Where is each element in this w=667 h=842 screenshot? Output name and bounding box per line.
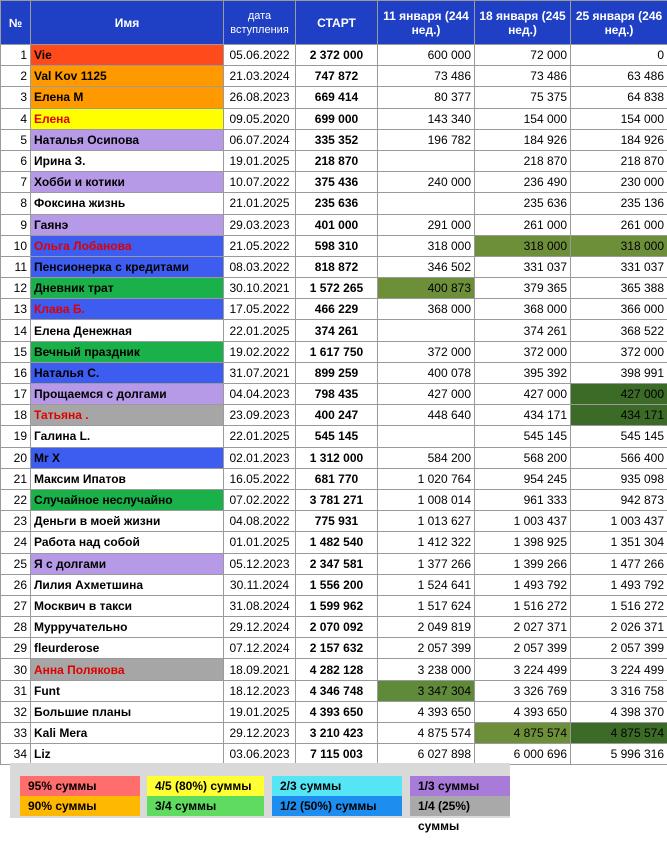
table-row: [1, 362, 667, 383]
week-1-value: 1 013 627: [378, 511, 475, 532]
week-1-value: 600 000: [378, 45, 475, 66]
table-row: [1, 129, 667, 150]
join-date: 01.01.2025: [224, 532, 296, 553]
start-amount: 775 931: [296, 511, 378, 532]
week-2-value: 73 486: [475, 66, 571, 87]
week-1-value: 80 377: [378, 87, 475, 108]
week-2-value: 1 399 266: [475, 553, 571, 574]
join-date: 21.05.2022: [224, 235, 296, 256]
row-number: 25: [1, 553, 31, 574]
legend-item: 4/5 (80%) суммы: [147, 776, 264, 796]
header-date: [224, 1, 296, 45]
week-2-value: 261 000: [475, 214, 571, 235]
week-1-value: 400 873: [378, 278, 475, 299]
join-date: 19.02.2022: [224, 341, 296, 362]
start-amount: 2 372 000: [296, 45, 378, 66]
join-date: 18.12.2023: [224, 680, 296, 701]
table-row: [1, 87, 667, 108]
week-2-value: 218 870: [475, 150, 571, 171]
start-amount: 7 115 003: [296, 744, 378, 765]
start-amount: 798 435: [296, 384, 378, 405]
participant-name: Елена М: [31, 87, 224, 108]
week-3-value: 63 486: [571, 66, 667, 87]
row-number: 23: [1, 511, 31, 532]
row-number: 19: [1, 426, 31, 447]
week-3-value: 935 098: [571, 468, 667, 489]
table-row: [1, 320, 667, 341]
table-row: [1, 45, 667, 66]
row-number: 24: [1, 532, 31, 553]
week-2-value: 545 145: [475, 426, 571, 447]
week-2-value: 961 333: [475, 489, 571, 510]
start-amount: 681 770: [296, 468, 378, 489]
table-row: [1, 172, 667, 193]
week-2-value: 568 200: [475, 447, 571, 468]
week-2-value: 368 000: [475, 299, 571, 320]
week-2-value: 184 926: [475, 129, 571, 150]
week-3-value: 2 026 371: [571, 617, 667, 638]
row-number: 28: [1, 617, 31, 638]
week-3-value: 1 003 437: [571, 511, 667, 532]
week-1-value: 3 347 304: [378, 680, 475, 701]
row-number: 9: [1, 214, 31, 235]
week-1-value: 1 377 266: [378, 553, 475, 574]
week-2-value: 395 392: [475, 362, 571, 383]
legend-item: 95% суммы: [20, 776, 140, 796]
color-legend: [10, 763, 510, 833]
row-number: 8: [1, 193, 31, 214]
legend-item: 1/3 суммы: [410, 776, 510, 796]
join-date: 17.05.2022: [224, 299, 296, 320]
week-1-value: [378, 426, 475, 447]
header-num: №: [1, 1, 31, 45]
week-3-value: 1 516 272: [571, 595, 667, 616]
start-amount: 400 247: [296, 405, 378, 426]
participant-name: Мурручательно: [31, 617, 224, 638]
week-1-value: 2 049 819: [378, 617, 475, 638]
week-1-value: 1 412 322: [378, 532, 475, 553]
week-2-value: 4 875 574: [475, 723, 571, 744]
table-row: [1, 278, 667, 299]
row-number: 20: [1, 447, 31, 468]
join-date: 04.04.2023: [224, 384, 296, 405]
week-3-value: 1 477 266: [571, 553, 667, 574]
legend-item: 1/2 (50%) суммы: [272, 796, 402, 816]
week-1-value: 1 020 764: [378, 468, 475, 489]
week-3-value: 4 875 574: [571, 723, 667, 744]
join-date: 04.08.2022: [224, 511, 296, 532]
row-number: 2: [1, 66, 31, 87]
week-1-value: 448 640: [378, 405, 475, 426]
week-3-value: 545 145: [571, 426, 667, 447]
join-date: 03.06.2023: [224, 744, 296, 765]
table-row: [1, 638, 667, 659]
start-amount: 2 157 632: [296, 638, 378, 659]
header-name: Имя: [31, 1, 224, 45]
week-1-value: 372 000: [378, 341, 475, 362]
join-date: 09.05.2020: [224, 108, 296, 129]
table-row: [1, 150, 667, 171]
week-3-value: 318 000: [571, 235, 667, 256]
header-week-3-label: 25 января (246 нед.): [575, 8, 663, 37]
table-row: [1, 659, 667, 680]
week-3-value: 365 388: [571, 278, 667, 299]
participant-name: Татьяна .: [31, 405, 224, 426]
week-3-value: 1 493 792: [571, 574, 667, 595]
week-3-value: 427 000: [571, 384, 667, 405]
participant-name: Хобби и котики: [31, 172, 224, 193]
week-2-value: 2 057 399: [475, 638, 571, 659]
participant-name: Vie: [31, 45, 224, 66]
participant-name: Дневник трат: [31, 278, 224, 299]
start-amount: 545 145: [296, 426, 378, 447]
week-3-value: 3 316 758: [571, 680, 667, 701]
join-date: 29.03.2023: [224, 214, 296, 235]
join-date: 31.07.2021: [224, 362, 296, 383]
week-2-value: 3 326 769: [475, 680, 571, 701]
join-date: 07.12.2024: [224, 638, 296, 659]
table-row: [1, 405, 667, 426]
row-number: 16: [1, 362, 31, 383]
table-row: [1, 214, 667, 235]
join-date: 31.08.2024: [224, 595, 296, 616]
row-number: 15: [1, 341, 31, 362]
week-3-value: 3 224 499: [571, 659, 667, 680]
start-amount: 4 282 128: [296, 659, 378, 680]
start-amount: 2 347 581: [296, 553, 378, 574]
row-number: 11: [1, 256, 31, 277]
row-number: 26: [1, 574, 31, 595]
join-date: 23.09.2023: [224, 405, 296, 426]
start-amount: 218 870: [296, 150, 378, 171]
start-amount: 466 229: [296, 299, 378, 320]
table-row: [1, 701, 667, 722]
week-3-value: 368 522: [571, 320, 667, 341]
week-2-value: 318 000: [475, 235, 571, 256]
legend-item: 1/4 (25%) суммы: [410, 796, 510, 816]
start-amount: 818 872: [296, 256, 378, 277]
week-3-value: 331 037: [571, 256, 667, 277]
start-amount: 2 070 092: [296, 617, 378, 638]
week-1-value: 4 875 574: [378, 723, 475, 744]
week-1-value: 400 078: [378, 362, 475, 383]
week-2-value: 1 398 925: [475, 532, 571, 553]
week-2-value: 954 245: [475, 468, 571, 489]
table-row: [1, 299, 667, 320]
join-date: 06.07.2024: [224, 129, 296, 150]
participant-name: Елена Денежная: [31, 320, 224, 341]
row-number: 33: [1, 723, 31, 744]
week-2-value: 6 000 696: [475, 744, 571, 765]
start-amount: 4 393 650: [296, 701, 378, 722]
week-1-value: [378, 320, 475, 341]
join-date: 05.12.2023: [224, 553, 296, 574]
table-row: [1, 235, 667, 256]
week-3-value: 434 171: [571, 405, 667, 426]
participant-name: Максим Ипатов: [31, 468, 224, 489]
header-row: [1, 1, 667, 45]
start-amount: 1 599 962: [296, 595, 378, 616]
legend-item: 2/3 суммы: [272, 776, 402, 796]
row-number: 7: [1, 172, 31, 193]
participant-name: Ольга Лобанова: [31, 235, 224, 256]
header-start: СТАРТ: [296, 1, 378, 45]
week-1-value: 291 000: [378, 214, 475, 235]
participant-name: Liz: [31, 744, 224, 765]
header-week-1: [378, 1, 475, 45]
table-row: [1, 66, 667, 87]
participant-name: Вечный праздник: [31, 341, 224, 362]
participant-name: Val Kov 1125: [31, 66, 224, 87]
week-2-value: 75 375: [475, 87, 571, 108]
participant-name: Большие планы: [31, 701, 224, 722]
table-row: [1, 553, 667, 574]
participant-name: Funt: [31, 680, 224, 701]
week-2-value: 434 171: [475, 405, 571, 426]
participant-name: Mr X: [31, 447, 224, 468]
week-3-value: 1 351 304: [571, 532, 667, 553]
week-1-value: 196 782: [378, 129, 475, 150]
join-date: 18.09.2021: [224, 659, 296, 680]
week-2-value: 235 636: [475, 193, 571, 214]
legend-item: 3/4 суммы: [147, 796, 264, 816]
row-number: 6: [1, 150, 31, 171]
start-amount: 899 259: [296, 362, 378, 383]
start-amount: 598 310: [296, 235, 378, 256]
week-3-value: 154 000: [571, 108, 667, 129]
start-amount: 4 346 748: [296, 680, 378, 701]
row-number: 3: [1, 87, 31, 108]
start-amount: 669 414: [296, 87, 378, 108]
week-3-value: 235 136: [571, 193, 667, 214]
table-row: [1, 574, 667, 595]
participant-name: Работа над собой: [31, 532, 224, 553]
week-1-value: 1 008 014: [378, 489, 475, 510]
table-row: [1, 617, 667, 638]
start-amount: 1 482 540: [296, 532, 378, 553]
join-date: 30.10.2021: [224, 278, 296, 299]
row-number: 21: [1, 468, 31, 489]
week-2-value: 154 000: [475, 108, 571, 129]
start-amount: 335 352: [296, 129, 378, 150]
header-week-3: [571, 1, 667, 45]
row-number: 18: [1, 405, 31, 426]
legend-item: 90% суммы: [20, 796, 140, 816]
week-1-value: 1 524 641: [378, 574, 475, 595]
week-3-value: 64 838: [571, 87, 667, 108]
table-row: [1, 532, 667, 553]
join-date: 29.12.2023: [224, 723, 296, 744]
row-number: 31: [1, 680, 31, 701]
join-date: 21.01.2025: [224, 193, 296, 214]
week-3-value: 184 926: [571, 129, 667, 150]
row-number: 34: [1, 744, 31, 765]
table-body: [1, 45, 667, 765]
join-date: 21.03.2024: [224, 66, 296, 87]
participant-name: Ирина З.: [31, 150, 224, 171]
week-2-value: 236 490: [475, 172, 571, 193]
week-1-value: 73 486: [378, 66, 475, 87]
start-amount: 1 556 200: [296, 574, 378, 595]
row-number: 1: [1, 45, 31, 66]
week-3-value: 2 057 399: [571, 638, 667, 659]
week-3-value: 942 873: [571, 489, 667, 510]
join-date: 07.02.2022: [224, 489, 296, 510]
week-2-value: 2 027 371: [475, 617, 571, 638]
row-number: 30: [1, 659, 31, 680]
participant-name: Гаянэ: [31, 214, 224, 235]
week-2-value: 3 224 499: [475, 659, 571, 680]
week-3-value: 366 000: [571, 299, 667, 320]
week-3-value: 398 991: [571, 362, 667, 383]
participant-name: Елена: [31, 108, 224, 129]
week-1-value: 3 238 000: [378, 659, 475, 680]
week-1-value: [378, 193, 475, 214]
table-row: [1, 680, 667, 701]
week-2-value: 427 000: [475, 384, 571, 405]
week-1-value: 584 200: [378, 447, 475, 468]
join-date: 10.07.2022: [224, 172, 296, 193]
week-3-value: 261 000: [571, 214, 667, 235]
start-amount: 747 872: [296, 66, 378, 87]
join-date: 22.01.2025: [224, 320, 296, 341]
row-number: 5: [1, 129, 31, 150]
start-amount: 1 572 265: [296, 278, 378, 299]
header-week-1-label: 11 января (244 нед.): [383, 8, 469, 37]
participant-name: Наталья С.: [31, 362, 224, 383]
participant-name: Пенсионерка с кредитами: [31, 256, 224, 277]
week-1-value: 346 502: [378, 256, 475, 277]
join-date: 16.05.2022: [224, 468, 296, 489]
row-number: 13: [1, 299, 31, 320]
week-1-value: 143 340: [378, 108, 475, 129]
table-row: [1, 193, 667, 214]
row-number: 4: [1, 108, 31, 129]
header-week-2: [475, 1, 571, 45]
week-1-value: 4 393 650: [378, 701, 475, 722]
week-1-value: 368 000: [378, 299, 475, 320]
join-date: 19.01.2025: [224, 150, 296, 171]
start-amount: 235 636: [296, 193, 378, 214]
participant-name: Я с долгами: [31, 553, 224, 574]
join-date: 29.12.2024: [224, 617, 296, 638]
week-2-value: 1 493 792: [475, 574, 571, 595]
table-row: [1, 723, 667, 744]
row-number: 22: [1, 489, 31, 510]
week-2-value: 379 365: [475, 278, 571, 299]
start-amount: 699 000: [296, 108, 378, 129]
table-row: [1, 744, 667, 765]
participant-name: Kali Mera: [31, 723, 224, 744]
start-amount: 374 261: [296, 320, 378, 341]
participant-name: Наталья Осипова: [31, 129, 224, 150]
week-3-value: 566 400: [571, 447, 667, 468]
participant-name: fleurderose: [31, 638, 224, 659]
row-number: 27: [1, 595, 31, 616]
participant-name: Клава Б.: [31, 299, 224, 320]
participant-name: Фоксина жизнь: [31, 193, 224, 214]
table-row: [1, 341, 667, 362]
start-amount: 401 000: [296, 214, 378, 235]
join-date: 02.01.2023: [224, 447, 296, 468]
week-3-value: 0: [571, 45, 667, 66]
join-date: 22.01.2025: [224, 426, 296, 447]
participant-name: Анна Полякова: [31, 659, 224, 680]
table-row: [1, 468, 667, 489]
participant-name: Лилия Ахметшина: [31, 574, 224, 595]
table-row: [1, 447, 667, 468]
week-1-value: 6 027 898: [378, 744, 475, 765]
header-week-2-label: 18 января (245 нед.): [479, 8, 566, 37]
join-date: 26.08.2023: [224, 87, 296, 108]
participant-name: Москвич в такси: [31, 595, 224, 616]
join-date: 05.06.2022: [224, 45, 296, 66]
join-date: 19.01.2025: [224, 701, 296, 722]
table-row: [1, 108, 667, 129]
start-amount: 1 312 000: [296, 447, 378, 468]
week-1-value: 427 000: [378, 384, 475, 405]
week-2-value: 331 037: [475, 256, 571, 277]
participant-name: Прощаемся с долгами: [31, 384, 224, 405]
week-3-value: 4 398 370: [571, 701, 667, 722]
join-date: 08.03.2022: [224, 256, 296, 277]
week-2-value: 1 516 272: [475, 595, 571, 616]
start-amount: 3 781 271: [296, 489, 378, 510]
row-number: 29: [1, 638, 31, 659]
participant-name: Деньги в моей жизни: [31, 511, 224, 532]
row-number: 32: [1, 701, 31, 722]
week-1-value: 2 057 399: [378, 638, 475, 659]
table-row: [1, 256, 667, 277]
participant-name: Случайное неслучайно: [31, 489, 224, 510]
week-1-value: 240 000: [378, 172, 475, 193]
row-number: 14: [1, 320, 31, 341]
table-row: [1, 426, 667, 447]
row-number: 10: [1, 235, 31, 256]
week-1-value: 1 517 624: [378, 595, 475, 616]
join-date: 30.11.2024: [224, 574, 296, 595]
week-2-value: 374 261: [475, 320, 571, 341]
table-row: [1, 595, 667, 616]
participant-name: Галина L.: [31, 426, 224, 447]
start-amount: 1 617 750: [296, 341, 378, 362]
week-2-value: 72 000: [475, 45, 571, 66]
row-number: 12: [1, 278, 31, 299]
week-3-value: 372 000: [571, 341, 667, 362]
table-row: [1, 489, 667, 510]
week-2-value: 372 000: [475, 341, 571, 362]
week-1-value: 318 000: [378, 235, 475, 256]
table-row: [1, 384, 667, 405]
week-3-value: 5 996 316: [571, 744, 667, 765]
week-1-value: [378, 150, 475, 171]
start-amount: 375 436: [296, 172, 378, 193]
table-row: [1, 511, 667, 532]
row-number: 17: [1, 384, 31, 405]
week-3-value: 230 000: [571, 172, 667, 193]
start-amount: 3 210 423: [296, 723, 378, 744]
week-2-value: 1 003 437: [475, 511, 571, 532]
week-3-value: 218 870: [571, 150, 667, 171]
week-2-value: 4 393 650: [475, 701, 571, 722]
header-date-label: дата вступления: [230, 9, 289, 36]
